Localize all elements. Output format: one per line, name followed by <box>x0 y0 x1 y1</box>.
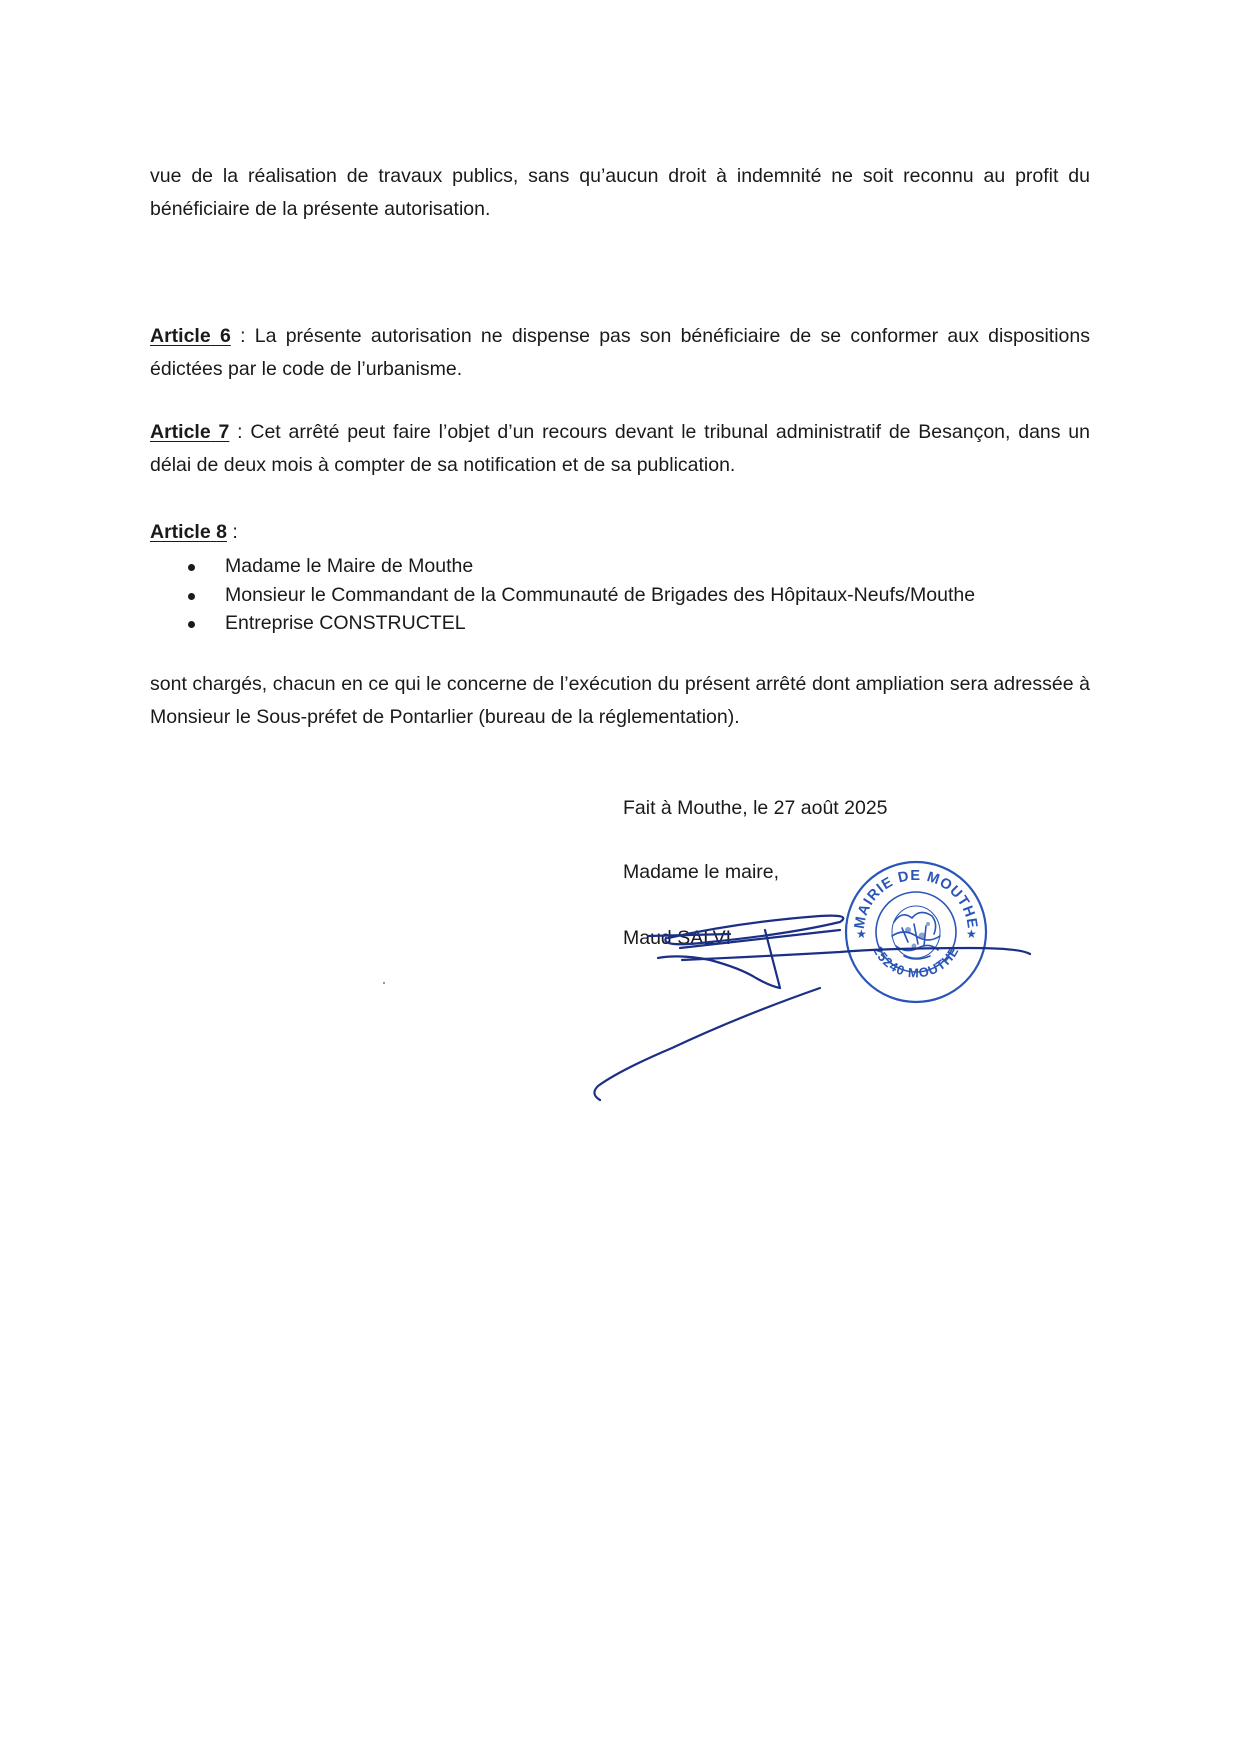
place-date: Fait à Mouthe, le 27 août 2025 <box>623 797 888 819</box>
svg-text:25240 MOUTHE: 25240 MOUTHE <box>870 943 962 981</box>
recipient-text: Madame le Maire de Mouthe <box>225 555 474 577</box>
article-8-label <box>150 521 227 543</box>
recipient-text: Monsieur le Commandant de la Communauté de Brigades des Hôpitaux-Neufs/Mouthe <box>225 583 976 606</box>
article-6-text: La présente autorisation ne dispense pas son bénéficiaire de se conformer aux dispositions édictées par le code de l’urbanisme. <box>150 325 1090 380</box>
recipient-text: Entreprise CONSTRUCTEL <box>225 612 466 634</box>
article-8-word: Article <box>150 521 211 543</box>
article-7 <box>150 416 1090 482</box>
closing-text: sont chargés, chacun en ce qui le concerne de l’exécution du présent arrêté dont ampliation sera adressée à Monsieur le Sous-préfet de Pontarlier (bureau de la réglementation). <box>150 673 1090 728</box>
svg-text:★: ★ <box>966 927 977 941</box>
article-6-word: Article <box>150 325 211 347</box>
bullet-icon <box>188 593 195 600</box>
article-8-closing <box>150 668 1090 734</box>
bullet-icon <box>188 621 195 628</box>
article-8-heading <box>150 516 1090 549</box>
article-6-separator: : <box>230 325 255 347</box>
list-item <box>150 552 1090 581</box>
bullet-icon <box>188 564 195 571</box>
article-7-word: Article <box>150 421 211 443</box>
svg-text:★: ★ <box>856 927 867 941</box>
list-item <box>150 609 1090 638</box>
signatory-name: Maud SALVI <box>623 927 732 949</box>
article-6 <box>150 320 1090 386</box>
article-8-number: 8 <box>216 521 227 543</box>
article-7-number: 7 <box>218 421 230 443</box>
article-6-label <box>150 325 231 347</box>
scan-speck <box>383 982 385 984</box>
intro-text: vue de la réalisation de travaux publics, sans qu’aucun droit à indemnité ne soit reconnu au profit du bénéficiaire de la présente autorisation. <box>150 165 1090 220</box>
article-6-number: 6 <box>219 325 231 347</box>
svg-text:MAIRIE DE MOUTHE: MAIRIE DE MOUTHE <box>851 867 981 931</box>
signatory-title: Madame le maire, <box>623 861 780 883</box>
article-8-separator: : <box>226 521 238 543</box>
list-item <box>150 581 1090 610</box>
article-7-label <box>150 421 229 443</box>
handwritten-signature <box>590 908 1040 1108</box>
intro-paragraph <box>150 160 1090 226</box>
article-7-text: Cet arrêté peut faire l’objet d’un recours devant le tribunal administratif de Besançon, dans un délai de deux mois à compter de sa notification et de sa publication. <box>150 421 1090 476</box>
recipients-list <box>150 552 1090 638</box>
article-7-separator: : <box>229 421 251 443</box>
